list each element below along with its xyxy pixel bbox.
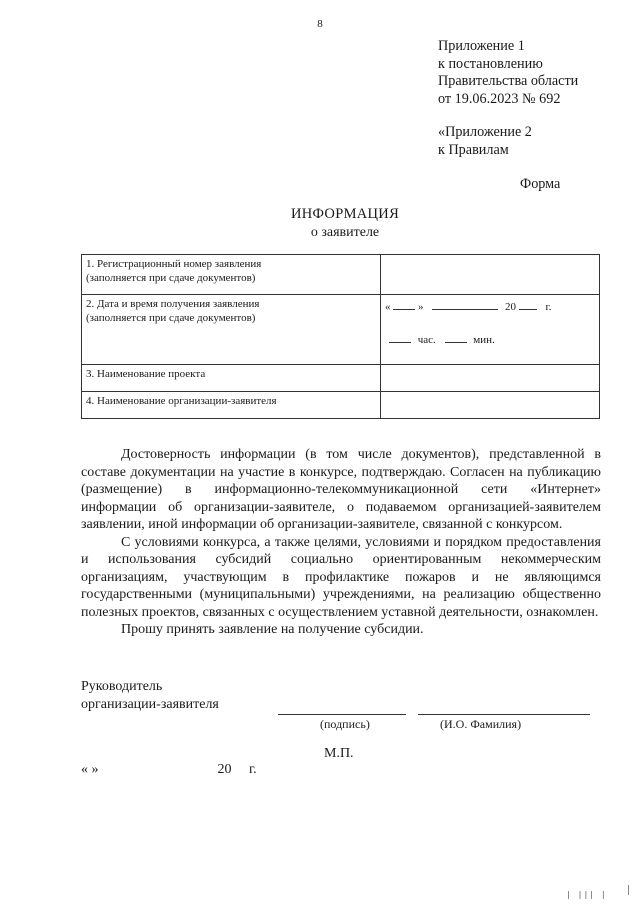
page-number: 8 [317,18,323,30]
day-blank[interactable] [393,300,415,310]
annex-line: Правительства области [438,73,579,89]
signature-date-suffix: г. [249,762,257,777]
receipt-datetime-field[interactable] [381,295,600,365]
paragraph: Достоверность информации (в том числе документов), представленной в составе документации на участие в конкурсе, подтверждаю. Согласен на публикацию (размещение) в информационно-телекоммуникационной сети «Интернет» информации об организации-заявителе, о подаваемом организацией-заявителем заявлении, иной информации об организации-заявителе, связанной с конкурсом. [81,447,601,532]
minutes-label: мин. [473,333,495,346]
row-label: 1. Регистрационный номер заявления [86,258,262,270]
row-label: 2. Дата и время получения заявления [86,298,260,310]
receipt-date-line [385,300,595,315]
minutes-blank[interactable] [445,333,467,343]
table-row [82,392,600,419]
annex-line: Приложение 1 [438,38,525,54]
annex2-line: к Правилам [438,141,509,158]
row-label: 3. Наименование проекта [86,368,206,380]
signature-date-year: 20 [217,762,232,777]
document-subtitle: о заявителе [310,225,380,240]
organization-name-field[interactable] [381,392,600,419]
paragraph: С условиями конкурса, а также целями, условиями и порядком предоставления и использования субсидий социально ориентированным некоммерческим организациям, участвующим в профилактике пожаров и не являющимся государственными (муниципальными) учреждениями, на реализацию общественно полезных проектов, связанных с осуществлением уставной деятельности, ознакомлен. [81,534,601,620]
document-title: ИНФОРМАЦИЯ [290,206,400,222]
signature-date-quotes: « » [81,762,99,777]
year-blank[interactable] [519,300,537,310]
table-row [82,295,600,365]
month-blank[interactable] [432,300,498,310]
row-label-cell [82,392,381,419]
paragraph: Прошу принять заявление на получение субсидии. [121,622,424,637]
annex2-line: «Приложение 2 [438,124,532,140]
date-year: 20 [505,301,516,313]
row-note: (заполняется при сдаче документов) [86,271,256,284]
row-label-cell [82,255,381,295]
name-caption: (И.О. Фамилия) [440,717,522,731]
signatory-label-line: организации-заявителя [81,696,219,712]
annex-line: от 19.06.2023 № 692 [438,90,561,107]
table-row [82,365,600,392]
stamp-place: М.П. [324,746,354,761]
scan-edge-mark [628,885,629,895]
registration-number-field[interactable] [381,255,600,295]
applicant-info-table [81,254,600,419]
row-label-cell [82,295,381,365]
project-name-field[interactable] [381,365,600,392]
date-close-quote: » [418,301,424,313]
signature-caption: (подпись) [320,717,370,731]
declaration-text [81,446,601,639]
signatory-label-line: Руководитель [81,679,163,694]
scan-barcode-marks: | ||| | [566,890,607,899]
form-label: Форма [520,176,561,192]
row-label: 4. Наименование организации-заявителя [86,395,277,407]
date-open-quote: « [385,301,391,313]
annex-line: к постановлению [438,55,543,72]
table-row [82,255,600,295]
hours-label: час. [417,333,436,346]
row-note: (заполняется при сдаче документов) [86,311,256,324]
signature-line[interactable] [278,714,406,715]
annex2-header [438,124,532,159]
date-year-suffix: г. [545,301,552,313]
row-label-cell [82,365,381,392]
signature-date [81,762,257,778]
name-line[interactable] [418,714,590,715]
signatory-label [81,678,219,713]
annex-header [438,38,578,108]
hours-blank[interactable] [389,333,411,343]
receipt-time-line [385,333,595,348]
